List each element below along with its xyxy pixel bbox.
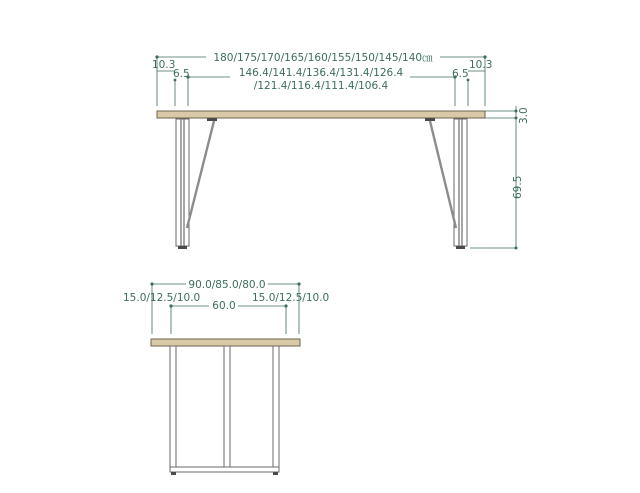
side-leg-span-label: 60.0 bbox=[212, 300, 236, 312]
front-mount-bracket-right bbox=[425, 118, 435, 121]
front-inner-width-label-line2: /121.4/116.4/111.4/106.4 bbox=[253, 80, 389, 92]
front-leg-right bbox=[454, 119, 467, 249]
side-total-depth-label: 90.0/85.0/80.0 bbox=[188, 279, 266, 291]
front-top-thickness-label: 3.0 bbox=[518, 107, 530, 124]
front-edge-offset-left-label: 10.3 bbox=[152, 59, 176, 71]
front-mount-bracket-left bbox=[207, 118, 217, 121]
front-brace-left bbox=[187, 121, 214, 228]
front-leg-inset-right-label: 6.5 bbox=[452, 68, 469, 80]
front-leg-inset-left-label: 6.5 bbox=[173, 68, 190, 80]
side-view bbox=[123, 279, 329, 475]
front-table-top bbox=[157, 111, 485, 118]
side-overhang-right-label: 15.0/12.5/10.0 bbox=[252, 292, 330, 304]
front-total-width-label: 180/175/170/165/160/155/150/145/140㎝ bbox=[213, 52, 433, 64]
front-view bbox=[152, 52, 530, 250]
side-overhang-left-label: 15.0/12.5/10.0 bbox=[123, 292, 201, 304]
front-leg-left bbox=[176, 119, 189, 249]
front-brace-right bbox=[430, 121, 456, 228]
side-table-top bbox=[151, 339, 300, 346]
front-inner-width-label-line1: 146.4/141.4/136.4/131.4/126.4 bbox=[238, 67, 404, 79]
front-height-label: 69.5 bbox=[512, 175, 524, 199]
front-edge-offset-right-label: 10.3 bbox=[469, 59, 493, 71]
side-frame bbox=[170, 346, 279, 475]
